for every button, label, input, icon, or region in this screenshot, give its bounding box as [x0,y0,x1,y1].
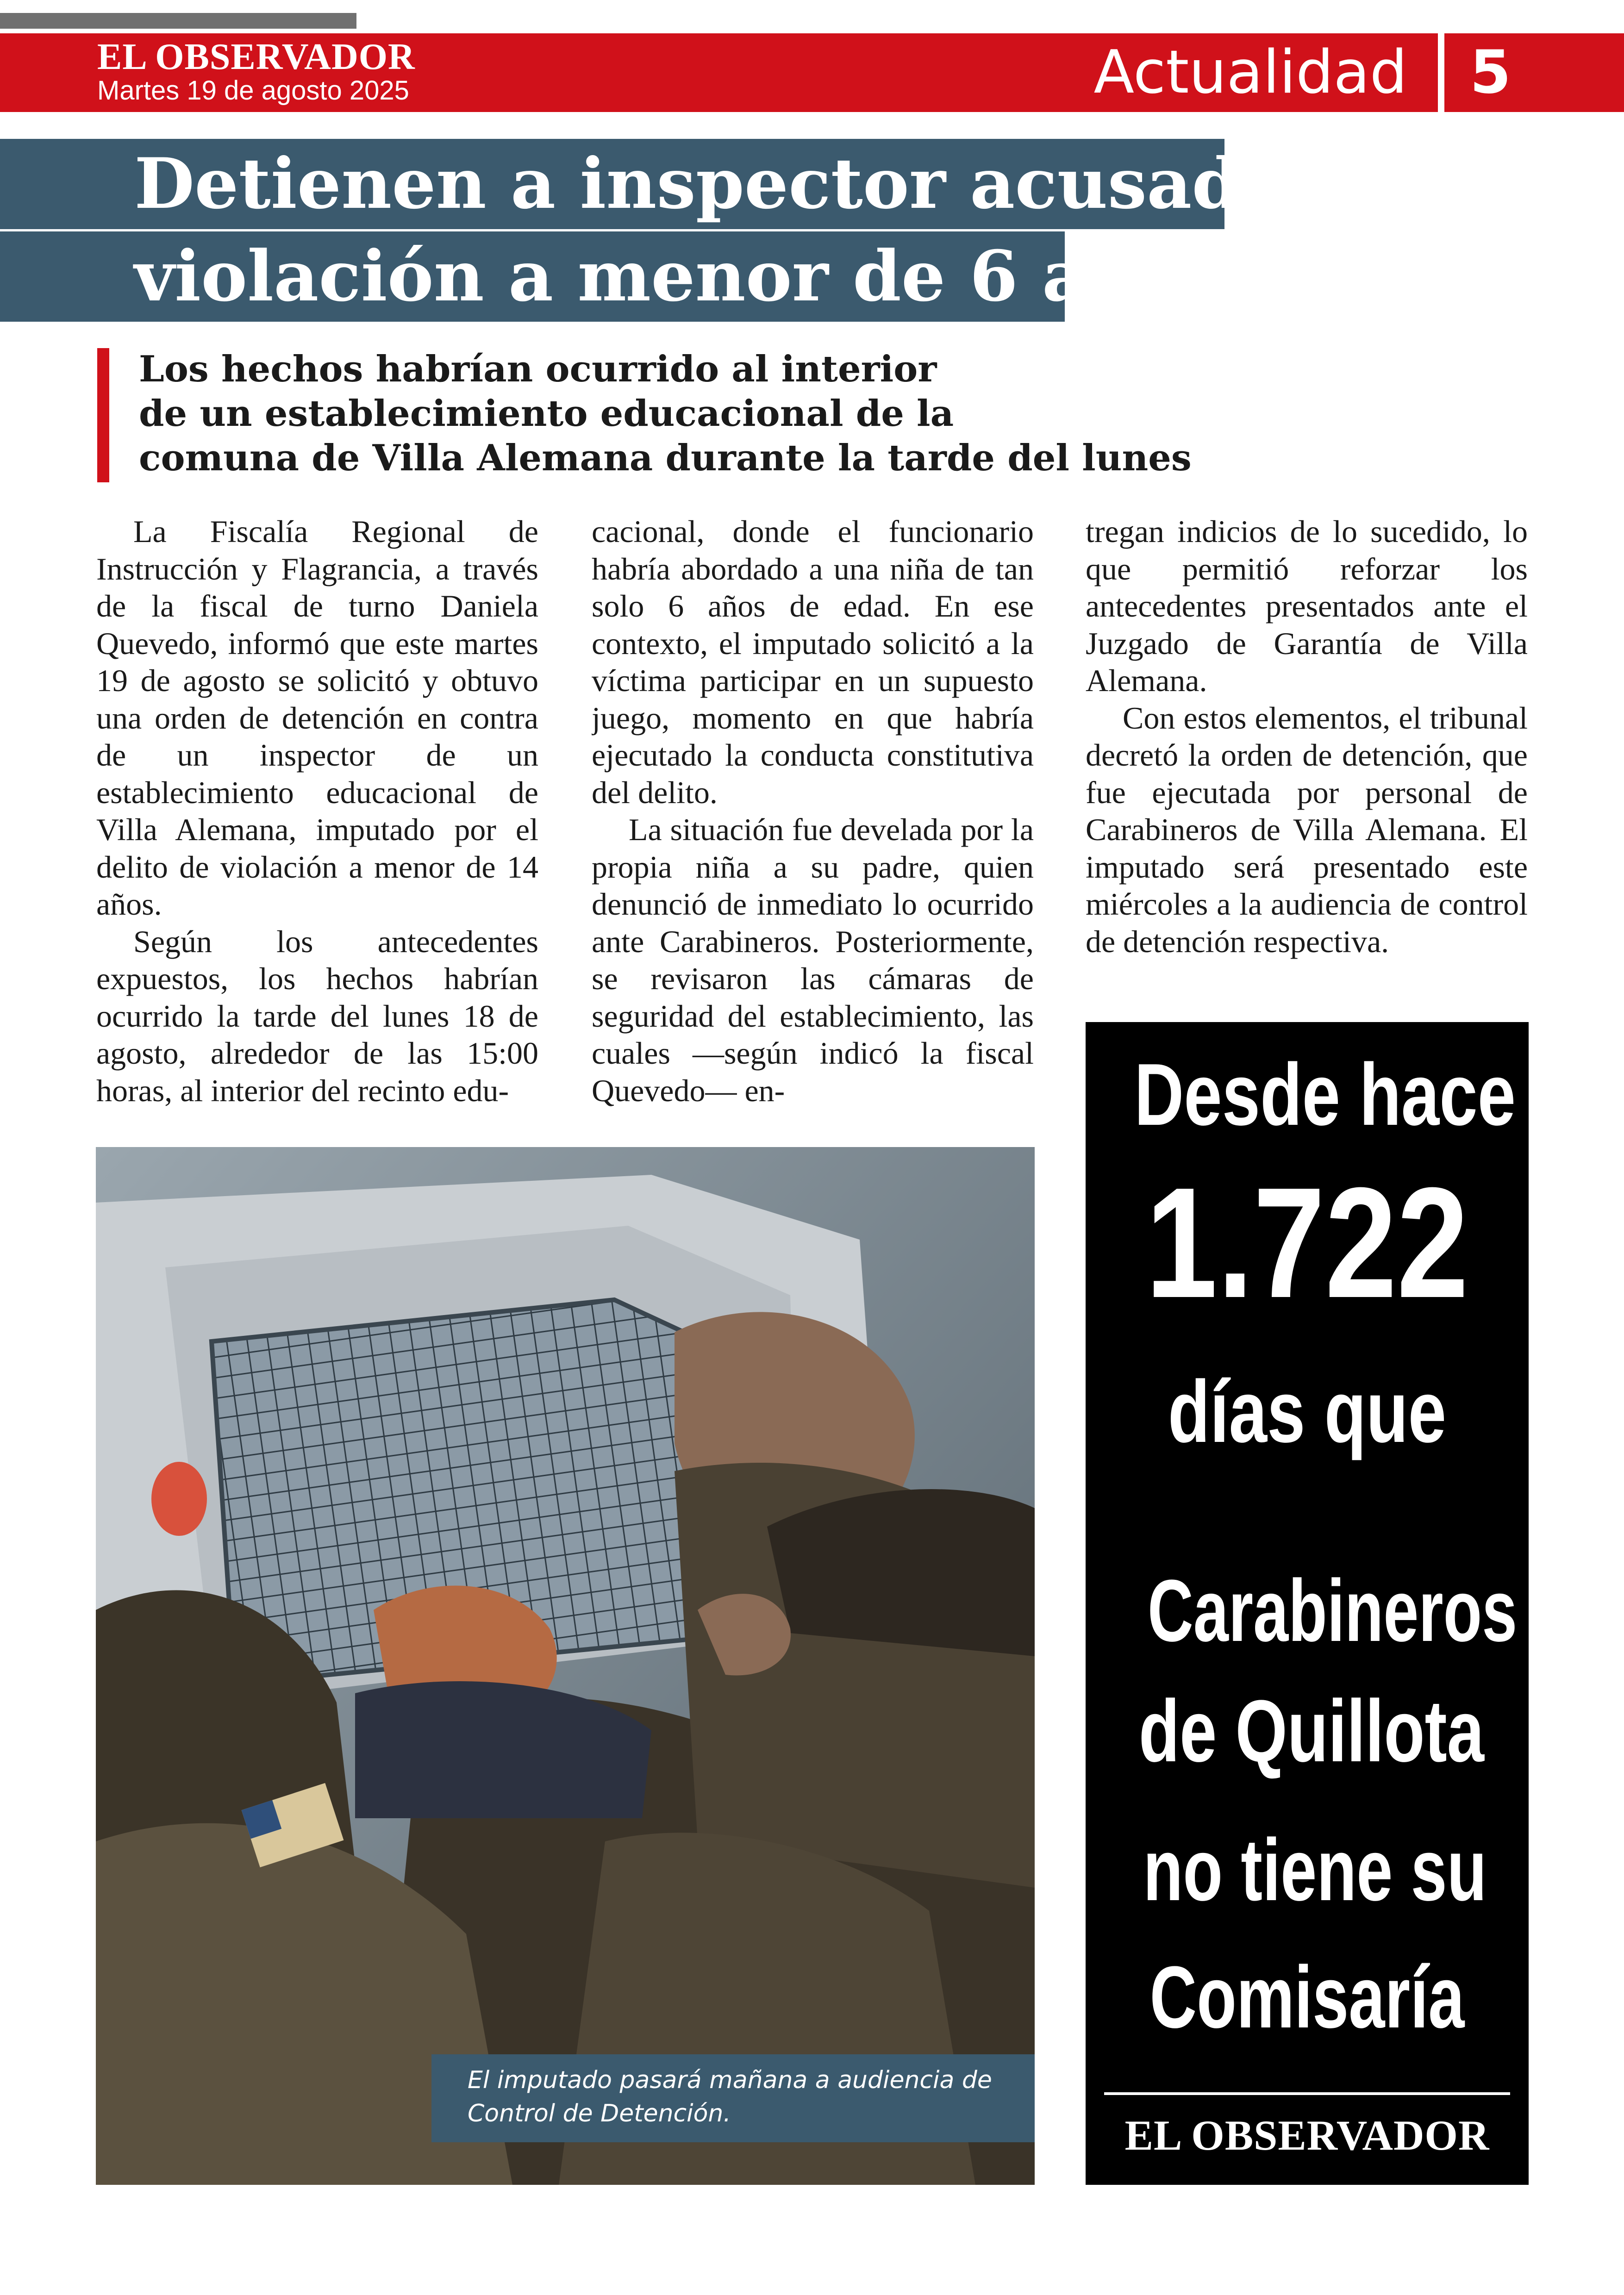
paragraph: tregan indicios de lo sucedido, lo que permitió reforzar los antecedentes presentados ante el Juzgado de Garantía de Villa Alemana. [1086,514,1528,698]
section-name: Actualidad [1093,38,1407,107]
notice-line-3: días que [1168,1363,1447,1461]
notice-line-1: Desde hace [1134,1046,1516,1144]
page-number: 5 [1470,38,1512,107]
article-column-3 [1086,513,1528,994]
notice-line-4: Carabineros [1147,1562,1518,1660]
header-divider [1438,33,1444,112]
subtitle-line-1: Los hechos habrían ocurrido al interior [139,348,937,390]
issue-date: Martes 19 de agosto 2025 [97,75,409,106]
article-column-1 [96,513,538,1110]
subtitle-line-3: comuna de Villa Alemana durante la tarde del lunes [139,437,1192,479]
notice-day-count: 1.722 [1145,1155,1469,1331]
header-grey-tab [0,13,356,29]
notice-line-6: no tiene su [1143,1821,1487,1919]
notice-line-7: Comisaría [1149,1948,1465,2046]
paragraph: Con estos elementos, el tribunal decretó la orden de detención, que fue ejecutada por personal de Carabineros de Villa Alemana. El imputado será presentado este miércoles a la audiencia de control de detención respectiva. [1086,700,1528,959]
newspaper-name: EL OBSERVADOR [97,37,415,77]
article-column-2 [592,513,1034,1110]
subtitle-line-2: de un establecimiento educacional de la [139,393,954,435]
headline-line-1: Detienen a inspector acusado de [134,143,1404,225]
photo-caption: El imputado pasará mañana a audiencia de Control de Detención. [468,2066,992,2127]
article-subtitle [139,347,1204,480]
notice-signature: EL OBSERVADOR [1124,2112,1490,2159]
paragraph: Según los antecedentes expuestos, los hechos habrían ocurrido la tarde del lunes 18 de agosto, alrededor de las 15:00 horas, al interior del recinto edu- [96,923,538,1108]
notice-line-5: de Quillota [1138,1682,1484,1780]
paragraph: La Fiscalía Regional de Instrucción y Flagrancia, a través de la fiscal de turno Daniela Quevedo, informó que este martes 19 de agosto se solicitó y obtuvo una orden de detención en contra de un inspector de un establecimiento educacional de Villa Alemana, imputado por el delito de violación a menor de 14 años. [96,514,538,922]
paragraph: cacional, donde el funcionario habría abordado a una niña de tan solo 6 años de edad. En ese contexto, el imputado solicitó a la víctima participar en un supuesto juego, momento en que habría ejecutado la conducta constitutiva del delito. [592,514,1034,810]
notice-divider [1104,2092,1510,2095]
article-photo [96,1147,1035,2185]
paragraph: La situación fue develada por la propia niña a su padre, quien denunció de inmediato lo ocurrido ante Carabineros. Posteriormente, se revisaron las cámaras de seguridad del establecimiento, las cuales —según indicó la fiscal Quevedo— en- [592,812,1034,1108]
headline-line-2: violación a menor de 6 años [134,236,1223,317]
subtitle-accent-bar [97,348,109,482]
